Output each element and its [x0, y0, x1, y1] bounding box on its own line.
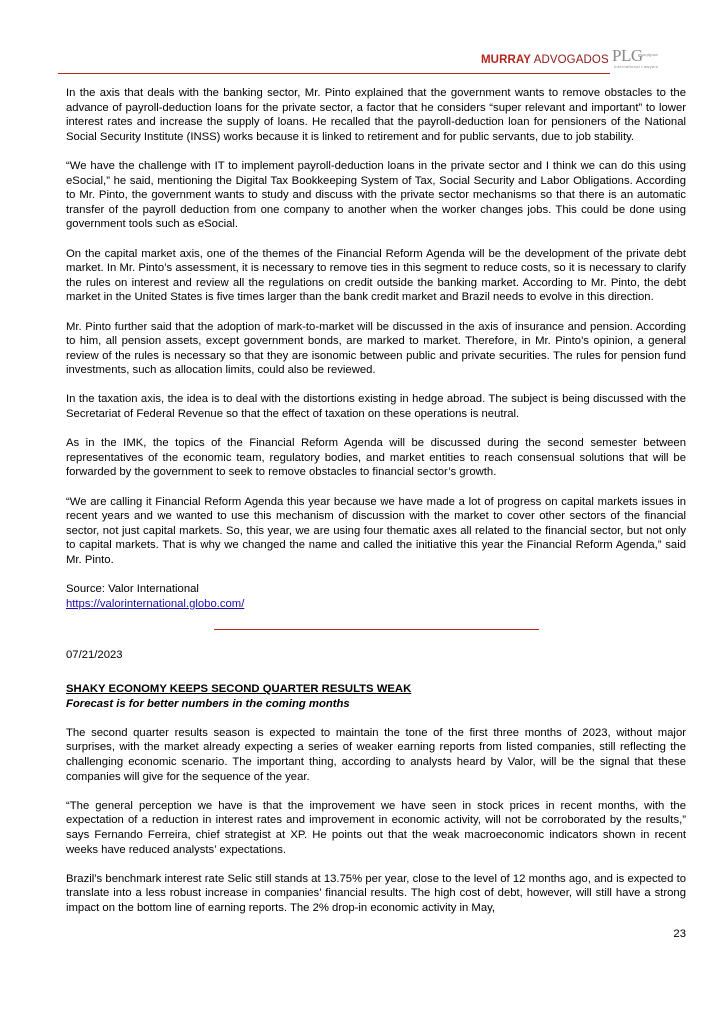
article-headline: SHAKY ECONOMY KEEPS SECOND QUARTER RESULTS WEAK [66, 682, 412, 695]
paragraph: “We are calling it Financial Reform Agenda this year because we have made a lot of progress on capital markets issues in recent years and we wanted to use this mechanism of discussion with the market to cover other sectors of the financial sector, not just capital markets. So, this year, we are using four thematic axes all related to the financial sector, but not only to capital markets. That is why we changed the name and called the initiative this year the Financial Reform Agenda,” said Mr. Pinto. [66, 495, 686, 566]
brand-strong: MURRAY [481, 54, 532, 66]
brand-light: ADVOGADOS [533, 54, 609, 66]
source-link[interactable]: https://valorinternational.globo.com/ [66, 597, 245, 610]
paragraph: The second quarter results season is expected to maintain the tone of the first three months of 2023, without major surprises, with the market already expecting a series of weaker earning reports from listed companies, still reflecting the challenging economic scenario. The important thing, according to analysts heard by Valor, will be the signal that these companies will give for the sequence of the year. [66, 726, 686, 783]
paragraph: As in the IMK, the topics of the Financial Reform Agenda will be discussed during the second semester between representatives of the economic team, regulatory bodies, and market entities to reach consensual solutions that will be forwarded by the government to seek to remove obstacles to financial sector’s growth. [66, 437, 686, 479]
paragraph: On the capital market axis, one of the themes of the Financial Reform Agenda will be the development of the private debt market. In Mr. Pinto’s assessment, it is necessary to remove ties in this segment to reduce costs, so it is necessary to clarify the rules on interest and review all the regulations on credit outside the banking market. According to Mr. Pinto, the debt market in the United States is five times larger than the bank credit market and Brazil needs to evolve in this direction. [66, 247, 686, 304]
paragraph: In the axis that deals with the banking sector, Mr. Pinto explained that the government wants to remove obstacles to the advance of payroll-deduction loans for the private sector, a factor that he considers “super relevant and important” to lower interest rates and increase the supply of loans. He recalled that the payroll-deduction loan for pensioners of the National Social Security Institute (INSS) works because it is linked to retirement and for public servants, due to job stability. [66, 87, 686, 143]
source-block [66, 582, 686, 611]
document-body [66, 86, 686, 915]
paragraph: “The general perception we have is that the improvement we have seen in stock prices in recent months, with the expectation of a reduction in interest rates and improvement in economic activity, will not be corroborated by the results,” says Fernando Ferreira, chief strategist at XP. He points out that the weak macroeconomic indicators shown in recent weeks have reduced analysts’ expectations. [66, 799, 686, 856]
paragraph: Mr. Pinto further said that the adoption of mark-to-market will be discussed in the axis of insurance and pension. According to him, all pension assets, except government bonds, are marked to market. Therefore, in Mr. Pinto’s opinion, a general review of the rules is necessary so that they are isonomic between public and private securities. The rules for pension fund investments, such as allocation limits, could also be reviewed. [66, 320, 686, 377]
page-number: 23 [673, 928, 686, 940]
article-divider [214, 629, 539, 630]
article-date: 07/21/2023 [66, 649, 123, 662]
header-divider [58, 73, 610, 74]
logo-website: www.plg.law [638, 53, 658, 57]
source-label: Source: Valor International [66, 583, 199, 596]
paragraph: “We have the challenge with IT to implement payroll-deduction loans in the private sector and I think we can do this using eSocial,” he said, mentioning the Digital Tax Bookkeeping System of Tax, Social Security and Labor Obligations. According to Mr. Pinto, the government wants to study and discuss with the private sector mechanisms so that there is an automatic transfer of the payroll deduction from one company to another when the worker changes jobs. This could be done using government tools such as eSocial. [66, 159, 686, 231]
paragraph: Brazil’s benchmark interest rate Selic still stands at 13.75% per year, close to the level of 12 months ago, and is expected to translate into a less robust increase in companies’ financial results. The high cost of debt, however, will still have a strong impact on the bottom line of earning reports. The 2% drop-in economic activity in May, [66, 872, 686, 914]
paragraph: In the taxation axis, the idea is to deal with the distortions existing in hedge abroad. The subject is being discussed with the Secretariat of Federal Revenue so that the effect of taxation on these operations is neutral. [66, 393, 686, 421]
logo-tagline: International Lawyers [614, 64, 659, 69]
plg-logo [612, 46, 674, 72]
page-header [0, 44, 728, 78]
logo-mark: PLG [612, 46, 643, 65]
brand-name [481, 54, 609, 66]
article-subheadline: Forecast is for better numbers in the coming months [66, 697, 350, 710]
